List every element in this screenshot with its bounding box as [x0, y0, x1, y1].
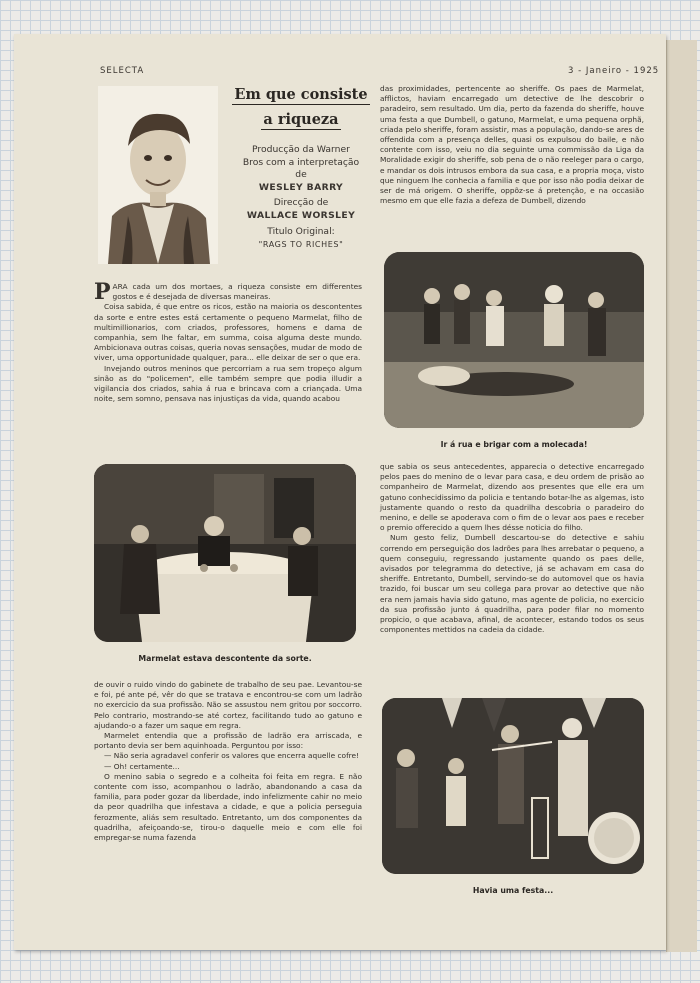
credits-line2: Bros com a interpretação: [242, 156, 360, 168]
paragraph: O menino sabia o segredo e a colheita foi feita em regra. E não contente com isso, acompanhou o ladrão, abandonando a casa da familia, para poder gozar da liberdade, indo infelizmente cahir no meio da peor quadrilha que infestava a cidade, e que a policia perseguia ferozmente, aliás sem resultado. Entretanto, um dos componentes da quadrilha, afeiçoando-se, tirou-o daquelle meio e com elle foi empregar-se numa fazenda: [94, 771, 362, 843]
article-title-block: [224, 84, 378, 251]
paragraph: Coisa sabida, é que entre os ricos, estão na maioria os descontentes da sorte e entre estes está certamente o pequeno Marmelat, filho de multimillionarios, com criados, professores, homens e dama de companhia, sem lhe faltar, em summa, coisa alguma deste mundo. Ambicionava outras coisas, queria novas sensações, mudar de modo de viver, uma opportunidade qualquer, para... elle deixar de ser o que era.: [94, 302, 362, 363]
drop-cap: P: [94, 279, 111, 305]
actor-portrait: [98, 86, 218, 264]
article-text-left-top: [94, 279, 362, 404]
photo-dinner-scene: [94, 464, 356, 642]
article-title-line1: Em que consiste: [234, 86, 368, 103]
paragraph: — Não seria agradavel conferir os valores que encerra aquelle cofre!: [104, 751, 360, 761]
credits-star: WESLEY BARRY: [258, 181, 344, 193]
magazine-page: [14, 34, 666, 950]
paragraph: que sabia os seus antecedentes, apparecia o detective encarregado pelos paes do menino de o levar para casa, e deu ordem de prisão ao companheiro de Marmelat, dizendo aos presentes que elle era um gatuno conhecidissimo da policia e tentando botar-lhe as algemas, isto justamente quando o resto da quadrilha descobria o paradeiro do menino, e delle se apoderava com o fim de o levar aos paes e receber o premio offerecido a quem lhes désse noticia do filho.: [380, 462, 644, 533]
credits-line1: Producção da Warner: [252, 144, 350, 155]
paragraph: Invejando outros meninos que percorriam a rua sem tropeço algum sinão as do "policemen", elle também sempre que podia illudir a vigilancia dos criados, sahia á rua e brincava com a criançada. Uma noite, sem somno, pensava nas injustiças da vida, quando acabou: [94, 363, 362, 404]
issue-date: 3 - Janeiro - 1925: [568, 66, 660, 76]
credits-line3: de: [295, 169, 307, 180]
photo-party-band: [382, 698, 644, 874]
credits-director: WALLACE WORSLEY: [246, 209, 356, 221]
credits-original-label: Titulo Original:: [267, 226, 335, 237]
film-credits: [224, 144, 378, 251]
paragraph: Marmelet entendia que a profissão de ladrão era arriscada, e portanto devia ser bem aquinhoada. Perguntou por isso:: [94, 731, 362, 751]
caption-party: Havia uma festa...: [472, 886, 554, 895]
paragraph: das proximidades, pertencente ao sheriffe. Os paes de Marmelat, afflictos, haviam encarregado um detective de lhe descobrir o paradeiro, sem resultado. Um dia, perto da fazenda do sheriffe, houve uma festa a que Dumbell, o gatuno, Marmelat, e uma pequena orphã, criada pelo sheriffe, foram assistir, mas a população, dando-se ares de offendida com a presença delles, quasi os expulsou do baile, e não contente com isso, veiu no dia seguinte uma commissão da Liga da Moralidade exigir do sheriffe, sob pena de o não reeleger para o cargo, e mandar os dois intrusos embora da sua casa, e a propria moça, visto que ninguem lhe conhecia a familia e que por isso não podia deixar de ser de má origem. O sheriffe, oppõz-se á pretenção, e na occasião mesmo em que elle fazia a defeza de Dumbell, dizendo: [380, 84, 644, 206]
article-text-left-bottom: [94, 680, 362, 843]
article-text-right-top: [380, 84, 644, 206]
paragraph: de ouvir o ruido vindo do gabinete de trabalho de seu pae. Levantou-se e foi, pé ante pé, vêr do que se tratava e encontrou-se com um ladrão no exercicio da sua profissão. Não se assustou nem gritou por soccorro. Pelo contrario, mostrando-se até cortez, facilitando tudo ao gatuno e ajudando-o a fazer um saque em regra.: [94, 680, 362, 730]
paragraph: Num gesto feliz, Dumbell descartou-se do detective e sahiu correndo em perseguição dos ladrões para lhes arrebatar o pequeno, a quem conseguiu, regressando justamente quando os paes delle, avisados por telegramma do detective, já se achavam em casa do sheriffe. Entretanto, Dumbell, servindo-se do automovel que os havia trazido, foi buscar um seu collega para provar ao detective que não era nem jamais havia sido gatuno, mas agente de policia, no exercicio da sua profissão junto á quadrilha, para poder filar no momento propicio, o que acabava, afinal, de acontecer, estando todos os seus componentes mettidos na cadeia da cidade.: [380, 533, 644, 635]
article-title-line2: a riqueza: [263, 111, 339, 128]
credits-original-title: "RAGS TO RICHES": [258, 239, 344, 249]
adjacent-page-edge: [666, 40, 697, 952]
magazine-name: SELECTA: [100, 66, 145, 76]
paragraph: ARA cada um dos mortaes, a riqueza consiste em differentes gostos e é desejada de diversas maneiras.: [112, 282, 362, 302]
paragraph: — Oh! certamente...: [104, 761, 180, 771]
caption-dinner: Marmelat estava descontente da sorte.: [138, 654, 312, 663]
photo-street-fight: [384, 252, 644, 428]
caption-street: Ir á rua e brigar com a molecada!: [440, 440, 588, 449]
credits-director-label: Direcção de: [273, 197, 329, 208]
article-text-right-mid: [380, 462, 644, 635]
